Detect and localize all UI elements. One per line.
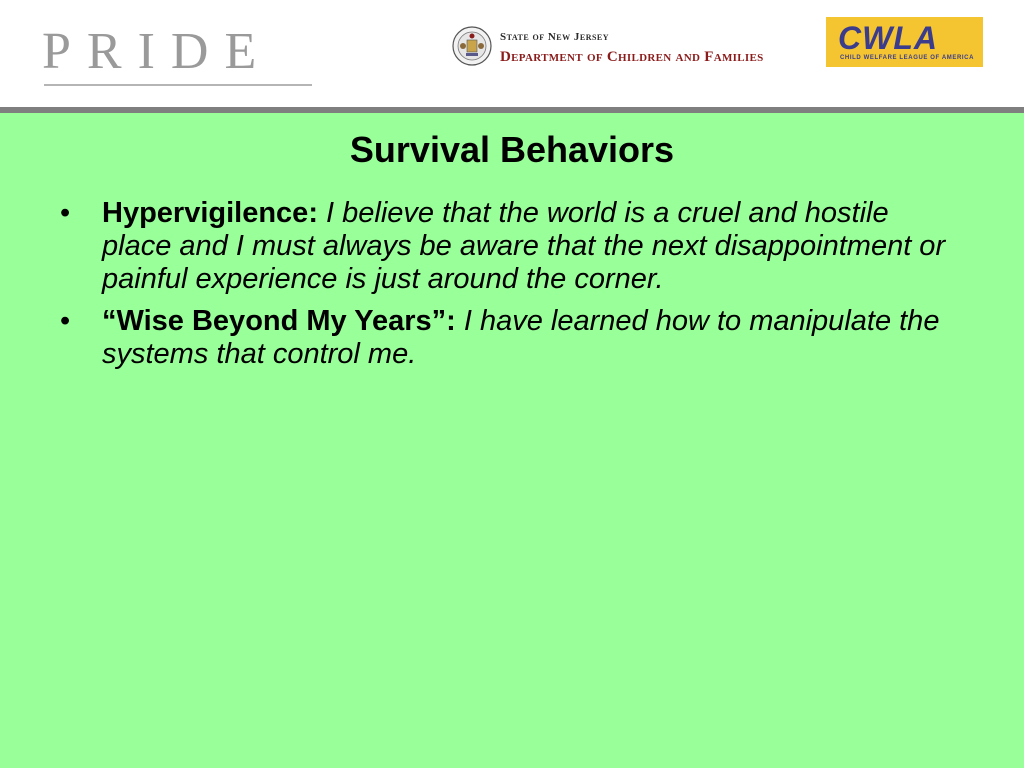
bullet-item-hypervigilence	[60, 197, 960, 296]
bullet-term: “Wise Beyond My Years”:	[102, 305, 464, 337]
slide-title: Survival Behaviors	[349, 129, 675, 170]
pride-logo-text: PRIDE	[42, 23, 273, 80]
state-label: State of New Jersey	[500, 31, 610, 43]
bullet-description: I believe that the world is a cruel and hostile place and I must always be aware that the next disappointment or painful experience is just around the corner.	[102, 197, 946, 295]
bullet-list	[60, 197, 960, 380]
bullet-marker: •	[60, 305, 71, 337]
slide-header	[0, 0, 1024, 107]
bullet-description: I have learned how to manipulate the systems that control me.	[102, 305, 940, 370]
pride-logo	[42, 22, 314, 86]
department-label: Department of Children and Families	[500, 49, 764, 65]
cwla-logo	[826, 17, 983, 67]
bullet-item-wise-beyond-years	[60, 305, 960, 371]
bullet-term: Hypervigilence:	[102, 197, 327, 229]
nj-state-seal-icon	[452, 26, 492, 66]
bullet-marker: •	[60, 197, 71, 229]
cwla-logo-subtitle: CHILD WELFARE LEAGUE OF AMERICA	[840, 55, 975, 61]
cwla-logo-text: CWLA	[838, 20, 938, 56]
pride-logo-underline	[44, 84, 312, 86]
dcf-logo	[500, 30, 764, 67]
